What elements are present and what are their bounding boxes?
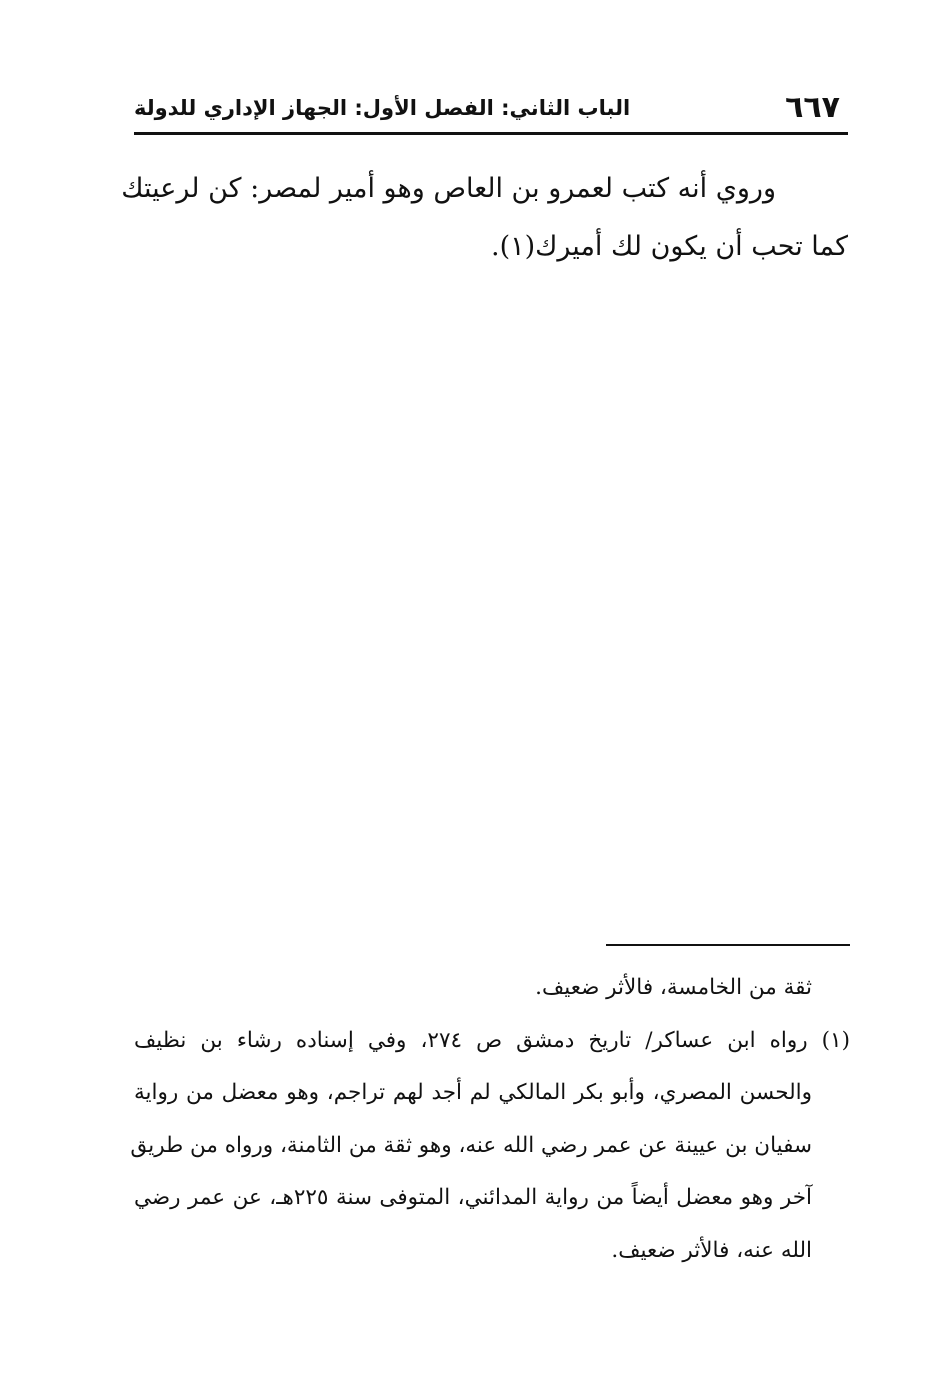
footnote-line: سفيان بن عيينة عن عمر رضي الله عنه، وهو ثقة من الثامنة، ورواه من طريق: [130, 1132, 812, 1158]
main-text-line: وروي أنه كتب لعمرو بن العاص وهو أمير لمصر: كن لرعيتك: [121, 173, 776, 204]
running-title: الباب الثاني: الفصل الأول: الجهاز الإداري للدولة: [134, 96, 631, 120]
footnote-continuation: ثقة من الخامسة، فالأثر ضعيف.: [535, 975, 812, 1000]
footnote-line: الله عنه، فالأثر ضعيف.: [611, 1237, 812, 1263]
footnote-separator: [606, 944, 850, 946]
page-number: ٦٦٧: [785, 90, 840, 125]
running-header: [134, 92, 848, 135]
footnote-line: آخر وهو معضل أيضاً من رواية المدائني، المتوفى سنة ٢٢٥هـ، عن عمر رضي: [134, 1185, 812, 1210]
main-text-line: كما تحب أن يكون لك أميرك(١).: [490, 231, 848, 262]
footnote-line: (١) رواه ابن عساكر/ تاريخ دمشق ص ٢٧٤، وفي إسناده رشاء بن نظيف: [134, 1027, 850, 1053]
footnote-line: والحسن المصري، وأبو بكر المالكي لم أجد لهم تراجم، وهو معضل من رواية: [134, 1080, 812, 1105]
footnotes: [130, 962, 850, 1277]
main-text: [121, 160, 848, 276]
